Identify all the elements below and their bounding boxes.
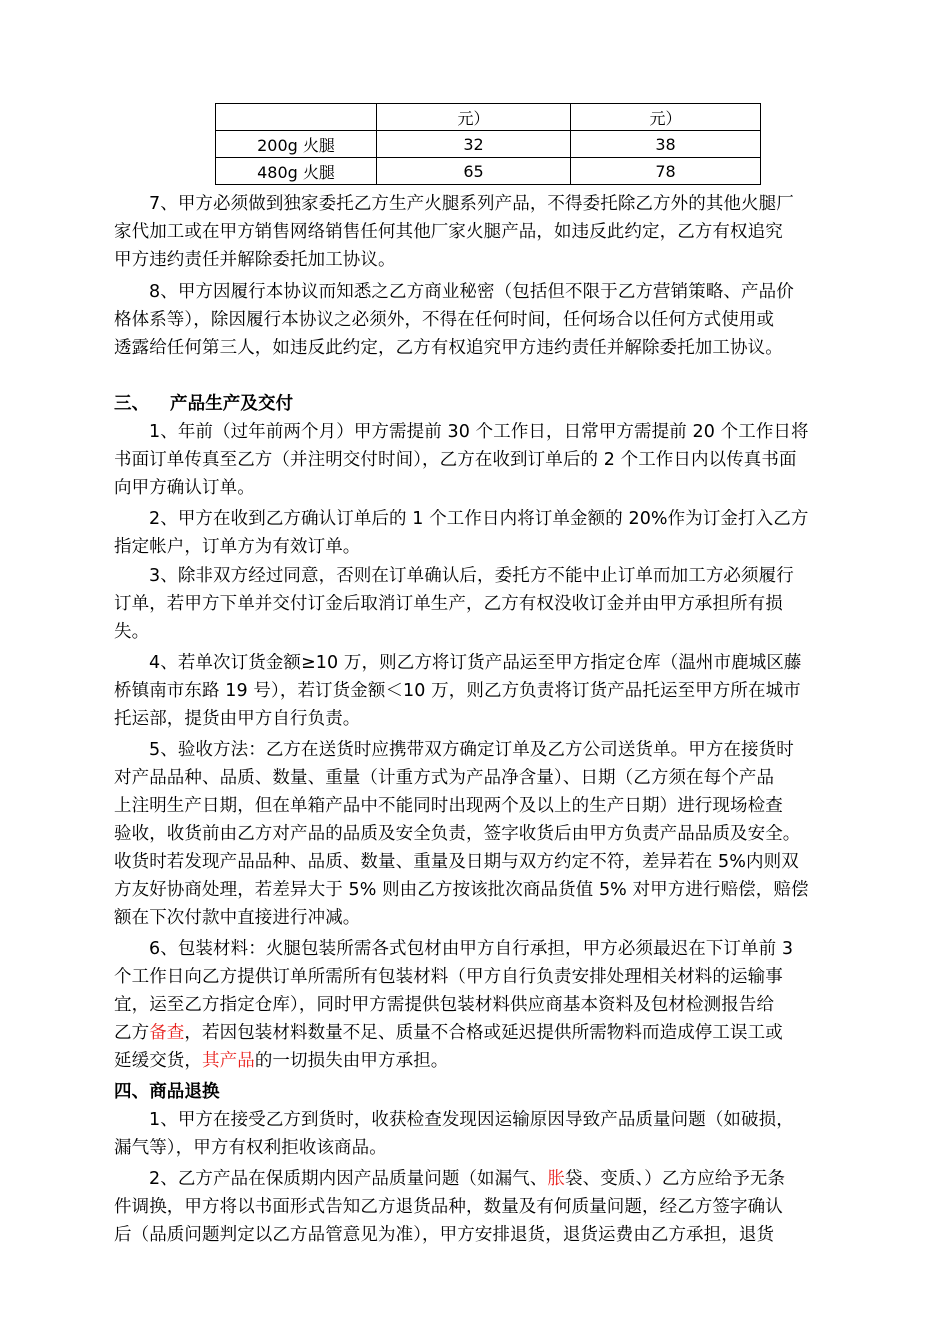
s3-clause-3-line: 3、除非双方经过同意，否则在订单确认后，委托方不能中止订单而加工方必须履行 bbox=[149, 566, 794, 586]
text-run: ，若因包装材料数量不足、质量不合格或延迟提供所需物料而造成停工误工或 bbox=[184, 1023, 783, 1043]
s4-clause-2-line: 件调换，甲方将以书面形式告知乙方退货品种，数量及有何质量问题，经乙方签字确认 bbox=[114, 1197, 783, 1217]
clause-7-line: 7、甲方必须做到独家委托乙方生产火腿系列产品，不得委托除乙方外的其他火腿厂 bbox=[149, 194, 794, 214]
s3-clause-5-line: 5、验收方法：乙方在送货时应携带双方确定订单及乙方公司送货单。甲方在接货时 bbox=[149, 740, 794, 760]
section-3-number: 三、 bbox=[114, 394, 150, 414]
s3-clause-5-line: 收货时若发现产品品种、品质、数量、重量及日期与双方约定不符，差异若在 5%内则双 bbox=[114, 852, 799, 872]
table-row bbox=[216, 131, 761, 158]
s3-clause-3-line: 失。 bbox=[114, 622, 150, 642]
clause-8-line: 8、甲方因履行本协议而知悉之乙方商业秘密（包括但不限于乙方营销策略、产品价 bbox=[149, 282, 794, 302]
s3-clause-4-line: 托运部，提货由甲方自行负责。 bbox=[114, 709, 361, 729]
s3-clause-5-line: 方友好协商处理，若差异大于 5% 则由乙方按该批次商品货值 5% 对甲方进行赔偿，赔偿 bbox=[114, 880, 809, 900]
section-3-title: 产品生产及交付 bbox=[170, 394, 294, 414]
s3-clause-6-line: 宜，运至乙方指定仓库），同时甲方需提供包装材料供应商基本资料及包材检测报告给 bbox=[114, 995, 775, 1015]
text-run: 延缓交货， bbox=[114, 1051, 202, 1071]
s3-clause-6-line: 6、包装材料：火腿包装所需各式包材由甲方自行承担，甲方必须最迟在下订单前 3 bbox=[149, 939, 794, 959]
s3-clause-3-line: 订单，若甲方下单并交付订金后取消订单生产，乙方有权没收订金并由甲方承担所有损 bbox=[114, 594, 783, 614]
table-cell bbox=[216, 104, 377, 131]
table-cell: 65 bbox=[377, 158, 571, 185]
table-cell: 200g 火腿 bbox=[216, 131, 377, 158]
clause-8-line: 透露给任何第三人，如违反此约定，乙方有权追究甲方违约责任并解除委托加工协议。 bbox=[114, 338, 783, 358]
s3-clause-6-line bbox=[114, 1020, 783, 1046]
text-run: 乙方 bbox=[114, 1023, 150, 1043]
s3-clause-6-line: 个工作日向乙方提供订单所需所有包装材料（甲方自行负责安排处理相关材料的运输事 bbox=[114, 967, 783, 987]
s3-clause-5-line: 额在下次付款中直接进行冲减。 bbox=[114, 908, 361, 928]
text-run: 袋、变质、）乙方应给予无条 bbox=[565, 1169, 786, 1189]
s4-clause-2-line: 后（品质问题判定以乙方品管意见为准），甲方安排退货，退货运费由乙方承担，退货 bbox=[114, 1225, 775, 1245]
table-row bbox=[216, 104, 761, 131]
price-table bbox=[215, 103, 761, 185]
s3-clause-5-line: 验收，收货前由乙方对产品的品质及安全负责，签字收货后由甲方负责产品品质及安全。 bbox=[114, 824, 801, 844]
table-row bbox=[216, 158, 761, 185]
table-cell: 78 bbox=[571, 158, 761, 185]
clause-7-line: 甲方违约责任并解除委托加工协议。 bbox=[114, 250, 396, 270]
clause-7-line: 家代加工或在甲方销售网络销售任何其他厂家火腿产品，如违反此约定，乙方有权追究 bbox=[114, 222, 783, 242]
s4-clause-1-line: 漏气等），甲方有权利拒收该商品。 bbox=[114, 1138, 387, 1158]
highlighted-text: 胀 bbox=[547, 1169, 566, 1189]
table-cell: 32 bbox=[377, 131, 571, 158]
clause-8-line: 格体系等），除因履行本协议之必须外，不得在任何时间，任何场合以任何方式使用或 bbox=[114, 310, 775, 330]
s3-clause-4-line: 4、若单次订货金额≥10 万，则乙方将订货产品运至甲方指定仓库（温州市鹿城区藤 bbox=[149, 653, 802, 673]
s3-clause-6-line bbox=[114, 1048, 448, 1074]
highlighted-text: 其产品 bbox=[202, 1051, 255, 1071]
s4-clause-2-line bbox=[149, 1166, 785, 1192]
s3-clause-5-line: 对产品品种、品质、数量、重量（计重方式为产品净含量）、日期（乙方须在每个产品 bbox=[114, 768, 775, 788]
s3-clause-1-line: 向甲方确认订单。 bbox=[114, 478, 255, 498]
s4-clause-1-line: 1、甲方在接受乙方到货时，收获检查发现因运输原因导致产品质量问题（如破损， bbox=[149, 1110, 794, 1130]
s3-clause-1-line: 1、年前（过年前两个月）甲方需提前 30 个工作日，日常甲方需提前 20 个工作日将 bbox=[149, 422, 809, 442]
s3-clause-1-line: 书面订单传真至乙方（并注明交付时间），乙方在收到订单后的 2 个工作日内以传真书面 bbox=[114, 450, 797, 470]
text-run: 2、乙方产品在保质期内因产品质量问题（如漏气、 bbox=[149, 1169, 548, 1189]
table-cell: 480g 火腿 bbox=[216, 158, 377, 185]
s3-clause-4-line: 桥镇南市东路 19 号），若订货金额＜10 万，则乙方负责将订货产品托运至甲方所在城市 bbox=[114, 681, 801, 701]
s3-clause-2-line: 指定帐户，订单方为有效订单。 bbox=[114, 537, 361, 557]
text-run: 的一切损失由甲方承担。 bbox=[254, 1051, 449, 1071]
table-cell: 元） bbox=[377, 104, 571, 131]
s3-clause-2-line: 2、甲方在收到乙方确认订单后的 1 个工作日内将订单金额的 20%作为订金打入乙方 bbox=[149, 509, 809, 529]
highlighted-text: 备查 bbox=[149, 1023, 185, 1043]
table-cell: 元） bbox=[571, 104, 761, 131]
section-4-title: 四、商品退换 bbox=[114, 1082, 220, 1102]
s3-clause-5-line: 上注明生产日期，但在单箱产品中不能同时出现两个及以上的生产日期）进行现场检查 bbox=[114, 796, 783, 816]
table-cell: 38 bbox=[571, 131, 761, 158]
